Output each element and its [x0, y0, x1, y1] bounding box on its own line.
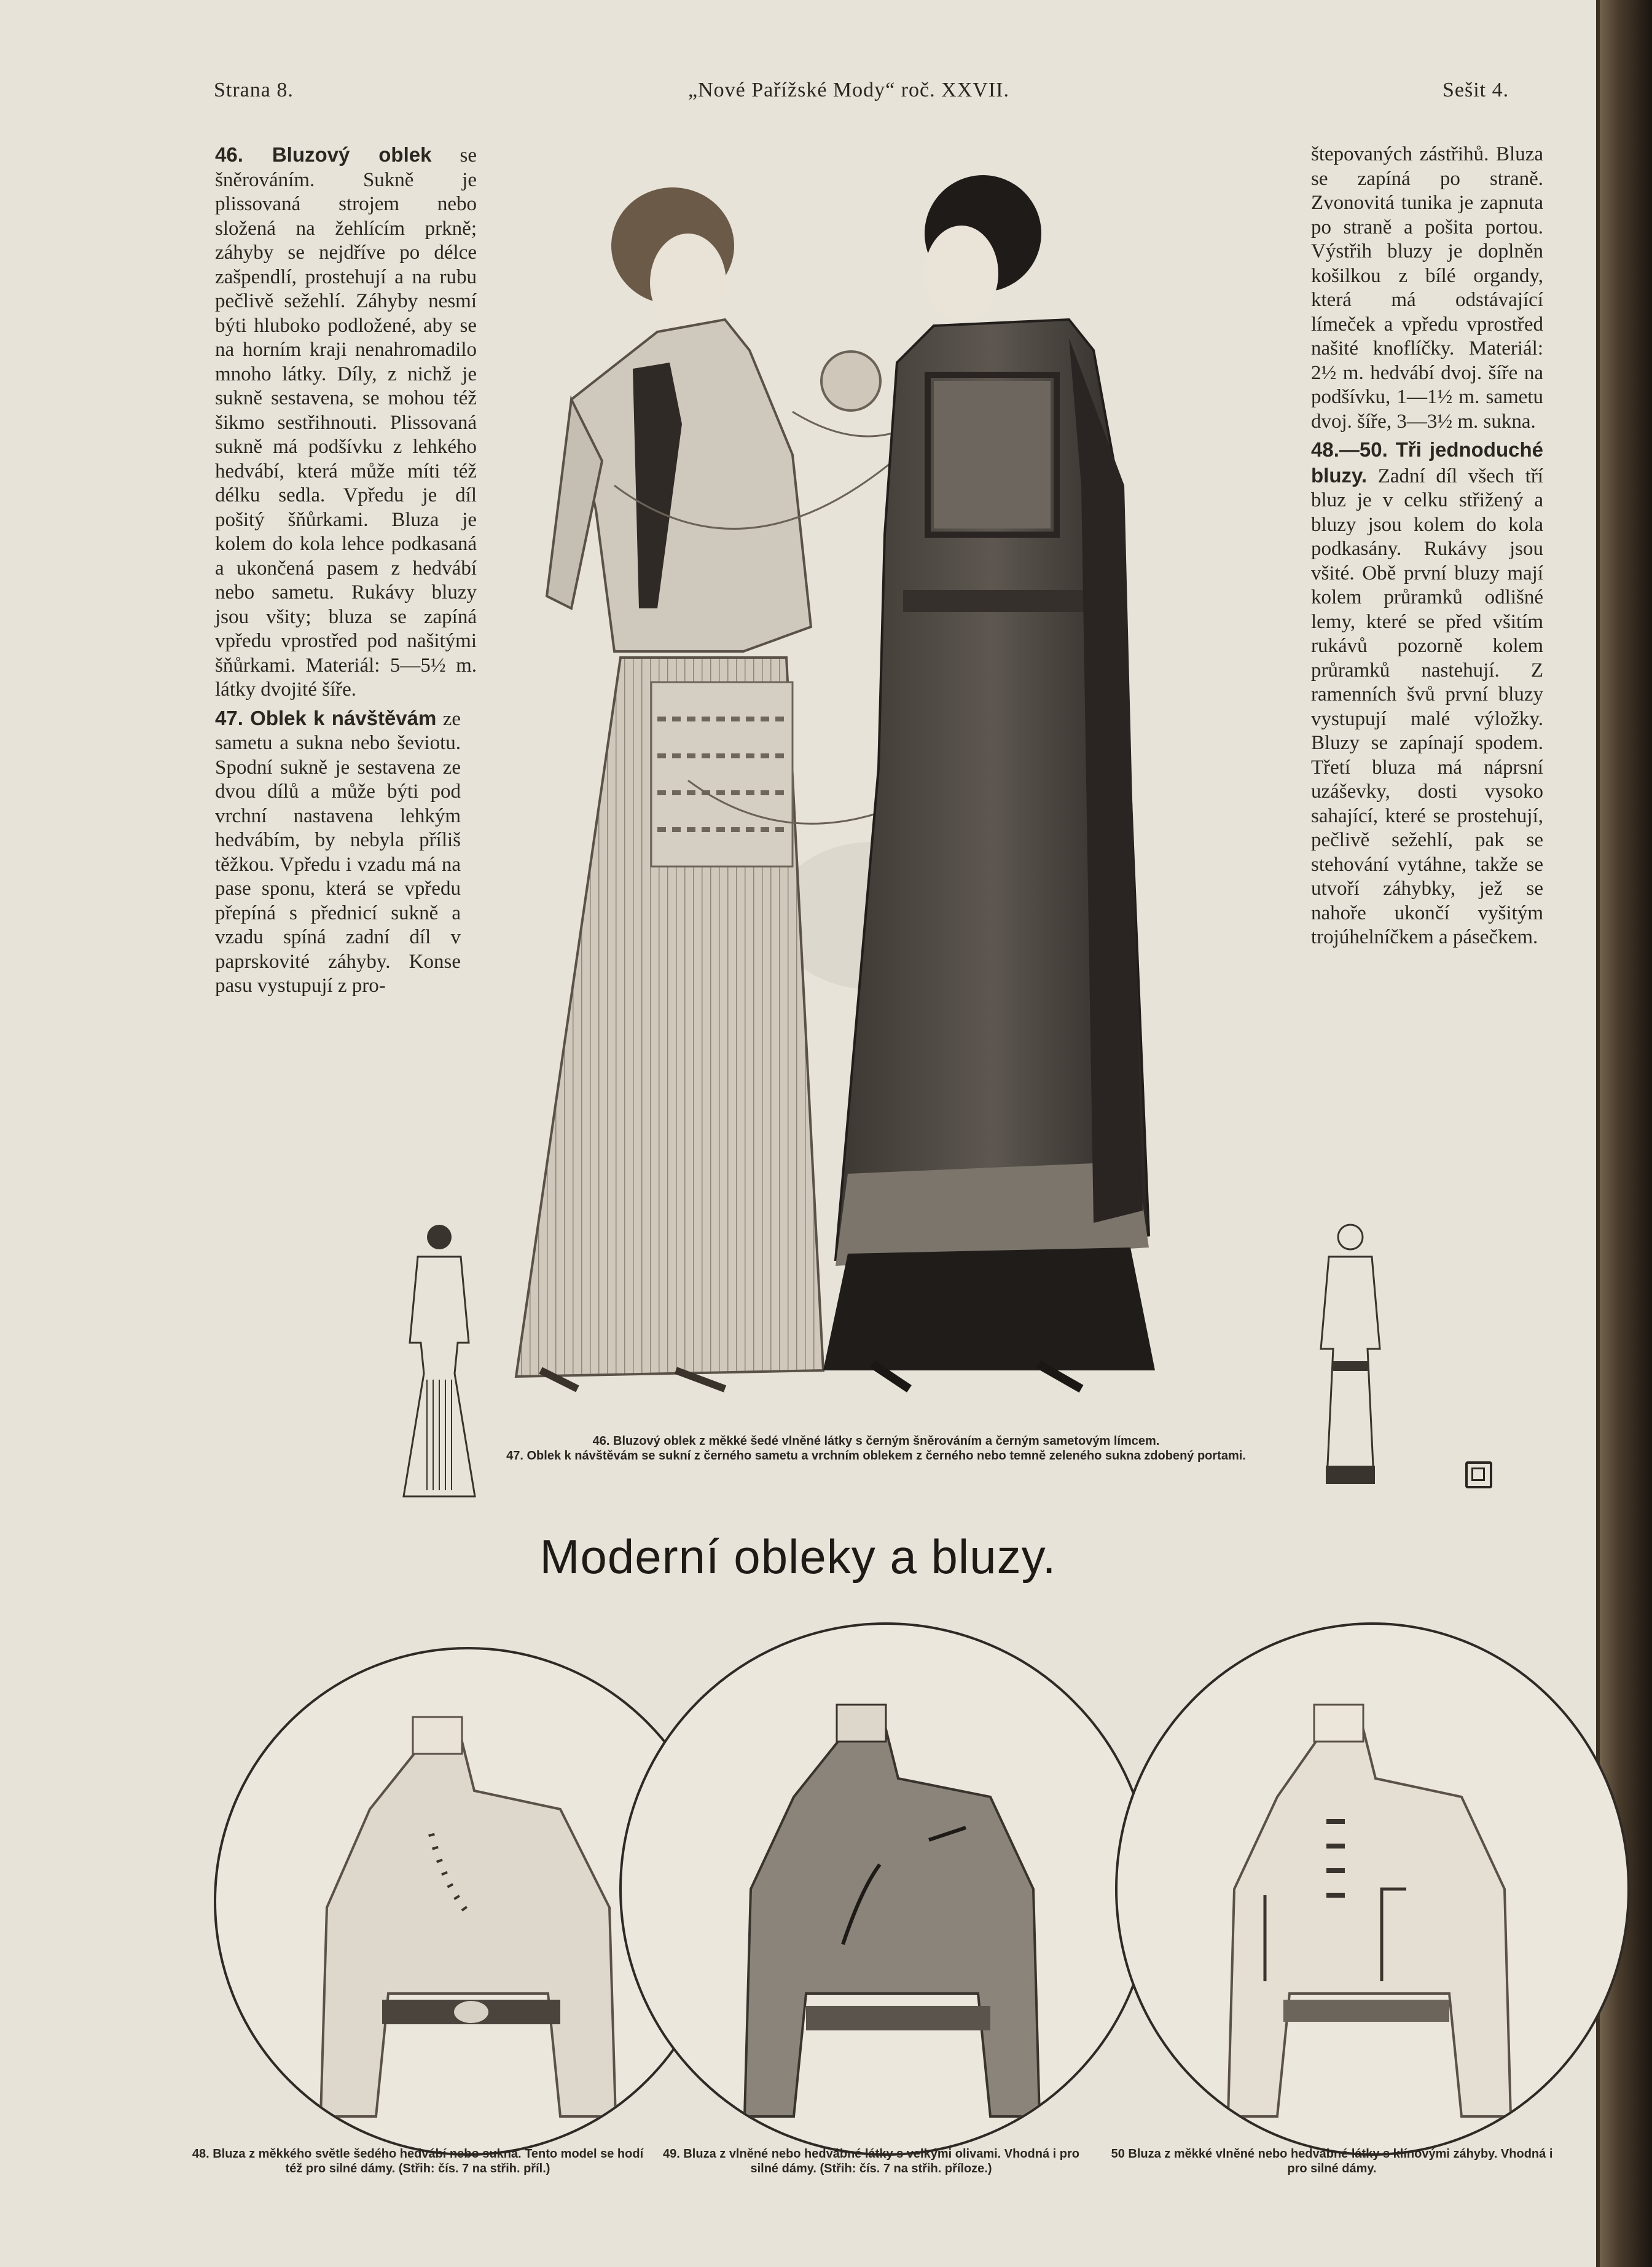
right-column-text: [1311, 143, 1543, 954]
blouse-50-vignette: [1115, 1622, 1630, 2156]
header-title: „Nové Pařížské Mody“ roč. XXVII.: [688, 79, 1009, 101]
end-mark-icon: [1465, 1461, 1492, 1488]
article-46-heading: 46. Bluzový oblek: [215, 143, 432, 166]
article-48-50-body: Zadní díl všech tří bluz je v celku střižený a bluzy jsou kolem do kola podkasány. Rukávy jsou všité. Obě první bluzy mají kolem průramků odlišné lemy, které se před všitím rukávů pozorně kolem průramků nastehují. Z ramenních švů první bluzy vystupují malé výložky. Bluzy se zapínají spodem. Třetí bluza má náprsní uzáševky, dosti vysoko sahající, které se prostehují, pečlivě sežehlí, pak se stehování vytáhne, takže se utvoří záhybky, jež se nahoře ukončí vyšitým trojúhelníčkem a pásečkem.: [1311, 465, 1543, 948]
article-46-body: se šněrováním. Sukně je plissovaná strojem nebo složená na žehlícím prkně; záhyby se nejdříve po délce zašpendlí, prostehují a na rubu pečlivě sežehlí. Záhyby nesmí býti hluboko podložené, aby se na horním kraji nenahromadilo mnoho látky. Díly, z nichž je sukně sestavena, se mohou též šikmo sestřihnouti. Plissovaná sukně má podšívku z lehkého hedvábí, která může míti též délku sedla. Vpředu je díl pošitý šňůrkami. Bluza je kolem do kola lehce podkasaná a ukončená pasem z hedvábí nebo sametu. Rukávy bluzy jsou všity; bluza se zapíná vpředu vprostřed pod našitými šňůrkami. Materiál: 5—5½ m. látky dvojité šíře.: [215, 144, 477, 701]
article-47-continued: štepovaných zástřihů. Bluza se zapíná po straně. Zvonovitá tunika je zapnuta po straně a pošita portou. Výstřih bluzy je doplněn košilkou z bílé organdy, která má odstávající límeček a vpředu vprostřed našité knoflíčky. Materiál: 2½ m. hedvábí dvoj. šíře na podšívku, 1—1½ m. sametu dvoj. šíře, 3—3½ m. sukna.: [1311, 143, 1543, 433]
main-illustration-caption: [489, 1434, 1263, 1463]
figure-46-left-woman: [516, 187, 823, 1389]
blouse-49-illustration: [622, 1625, 1150, 2153]
back-view-sketch-47: [1307, 1220, 1393, 1503]
article-47-body: ze sametu a sukna nebo ševiotu. Spodní sukně je sestavena ze dvou dílů a může býti pod vrchní nastavena lehkým hedvábím, by nebyla příliš těžkou. Vpředu i vzadu má na pase sponu, která se vpředu přepíná s přednicí sukně a vzadu spíná zadní díl v paprskovité záhyby. Konse pasu vystupují z pro-: [215, 707, 461, 997]
caption-blouse-49: 49. Bluza z vlněné nebo hedvábné látky s velkými olivami. Vhodná i pro silné dámy. (Střih: čís. 7 na střih. příloze.): [663, 2147, 1079, 2175]
caption-blouse-48: 48. Bluza z měkkého světle šedého hedvábí nebo sukna. Tento model se hodí též pro silné dámy. (Střih: čís. 7 na střih. příl.): [192, 2147, 644, 2175]
header-page-number: Strana 8.: [214, 79, 294, 101]
section-title: Moderní obleky a bluzy.: [539, 1530, 1057, 1584]
article-46: [215, 143, 477, 702]
header-issue: Sešit 4.: [1443, 79, 1509, 101]
main-fashion-illustration: [504, 166, 1302, 1432]
article-47-heading: 47. Oblek k návštěvám: [215, 706, 437, 729]
article-48-50: [1311, 438, 1543, 950]
caption-47: 47. Oblek k návštěvám se sukní z černého sametu a vrchním oblekem z černého nebo temně zeleného sukna zdobený portami.: [506, 1449, 1246, 1463]
article-47: [215, 706, 461, 999]
blouse-49-vignette: [619, 1622, 1153, 2156]
left-column-text: [215, 143, 477, 1002]
yarn-ball: [821, 352, 880, 411]
caption-46: 46. Bluzový oblek z měkké šedé vlněné látky s černým šněrováním a černým sametovým límcem.: [592, 1434, 1160, 1448]
back-view-sketch-46: [396, 1220, 482, 1503]
article-48-50-heading: 48.—50. Tři jednoduché bluzy.: [1311, 438, 1543, 487]
caption-blouse-50: 50 Bluza z měkké vlněné nebo hedvábné látky s klínovými záhyby. Vhodná i pro silné dámy.: [1111, 2147, 1553, 2175]
figure-47-right-woman: [823, 175, 1155, 1389]
blouse-50-illustration: [1118, 1625, 1627, 2153]
